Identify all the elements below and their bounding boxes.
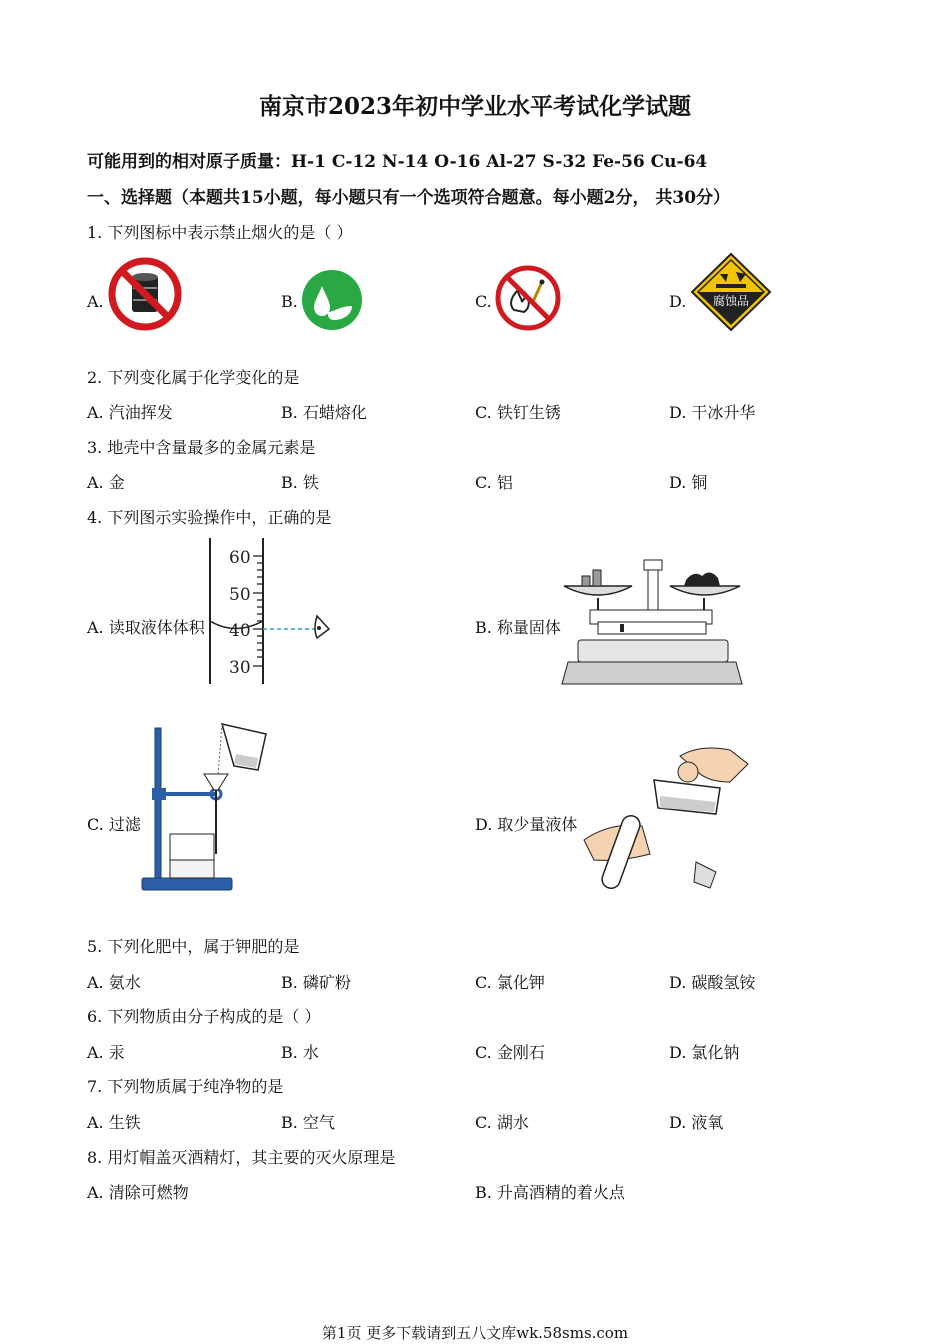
q7-option-b: B. 空气 bbox=[281, 1113, 335, 1132]
tick-label: 30 bbox=[229, 658, 251, 678]
q5-option-b: B. 磷矿粉 bbox=[281, 973, 351, 992]
q3-option-a: A. 金 bbox=[87, 473, 125, 492]
q3-option-b: B. 铁 bbox=[281, 473, 319, 492]
q2-option-c: C. 铁钉生锈 bbox=[475, 403, 561, 422]
q1-option-a: A. bbox=[87, 292, 104, 311]
q8-option-a: A. 清除可燃物 bbox=[87, 1183, 189, 1202]
corrosive-sign-icon bbox=[690, 252, 772, 332]
q8-option-b: B. 升高酒精的着火点 bbox=[475, 1183, 625, 1202]
page-footer: 第1页 更多下载请到五八文库wk.58sms.com bbox=[321, 1324, 629, 1342]
q4-option-a: A. 读取液体体积 bbox=[87, 618, 205, 637]
question-1: 1. 下列图标中表示禁止烟火的是（ ） bbox=[87, 223, 353, 242]
q6-option-c: C. 金刚石 bbox=[475, 1043, 545, 1062]
section-heading: 一、选择题（本题共15小题，每小题只有一个选项符合题意。每小题2分， 共30分） bbox=[87, 188, 731, 208]
tick-label: 50 bbox=[229, 585, 251, 605]
balance-scale-illustration bbox=[560, 556, 745, 688]
question-8: 8. 用灯帽盖灭酒精灯，其主要的灭火原理是 bbox=[87, 1148, 396, 1167]
q4-option-b: B. 称量固体 bbox=[475, 618, 561, 637]
q3-option-d: D. 铜 bbox=[669, 473, 708, 492]
q7-option-a: A. 生铁 bbox=[87, 1113, 141, 1132]
q1-option-d: D. bbox=[669, 292, 687, 311]
q5-option-a: A. 氨水 bbox=[87, 973, 141, 992]
corrosive-sign-label: 腐蚀品 bbox=[712, 294, 750, 308]
filtration-setup-illustration bbox=[138, 720, 283, 895]
q6-option-a: A. 汞 bbox=[87, 1043, 125, 1062]
water-saving-icon bbox=[300, 268, 364, 332]
q2-option-a: A. 汽油挥发 bbox=[87, 403, 173, 422]
q7-option-c: C. 湖水 bbox=[475, 1113, 529, 1132]
question-7: 7. 下列物质属于纯净物的是 bbox=[87, 1077, 284, 1096]
q3-option-c: C. 铝 bbox=[475, 473, 513, 492]
q1-option-b: B. bbox=[281, 292, 298, 311]
page-title: 南京市2023年初中学业水平考试化学试题 bbox=[258, 93, 691, 120]
q2-option-b: B. 石蜡熔化 bbox=[281, 403, 367, 422]
no-fire-sign-icon bbox=[492, 264, 564, 332]
q6-option-b: B. 水 bbox=[281, 1043, 319, 1062]
tick-label: 60 bbox=[229, 548, 251, 568]
atomic-masses: 可能用到的相对原子质量：H-1 C-12 N-14 O-16 Al-27 S-32 Fe-56 Cu-64 bbox=[87, 152, 708, 172]
q5-option-d: D. 碳酸氢铵 bbox=[669, 973, 756, 992]
question-2: 2. 下列变化属于化学变化的是 bbox=[87, 368, 300, 387]
question-6: 6. 下列物质由分子构成的是（ ） bbox=[87, 1007, 321, 1026]
q2-option-d: D. 干冰升华 bbox=[669, 403, 756, 422]
pouring-liquid-illustration bbox=[580, 742, 750, 897]
tick-label: 40 bbox=[229, 621, 251, 641]
q6-option-d: D. 氯化钠 bbox=[669, 1043, 740, 1062]
graduated-cylinder-illustration bbox=[205, 538, 340, 688]
q7-option-d: D. 液氧 bbox=[669, 1113, 724, 1132]
q4-option-c: C. 过滤 bbox=[87, 815, 141, 834]
question-3: 3. 地壳中含量最多的金属元素是 bbox=[87, 438, 316, 457]
question-4: 4. 下列图示实验操作中，正确的是 bbox=[87, 508, 332, 527]
q5-option-c: C. 氯化钾 bbox=[475, 973, 545, 992]
no-barrel-sign-icon bbox=[106, 256, 184, 332]
q1-option-c: C. bbox=[475, 292, 492, 311]
q4-option-d: D. 取少量液体 bbox=[475, 815, 578, 834]
question-5: 5. 下列化肥中，属于钾肥的是 bbox=[87, 937, 300, 956]
